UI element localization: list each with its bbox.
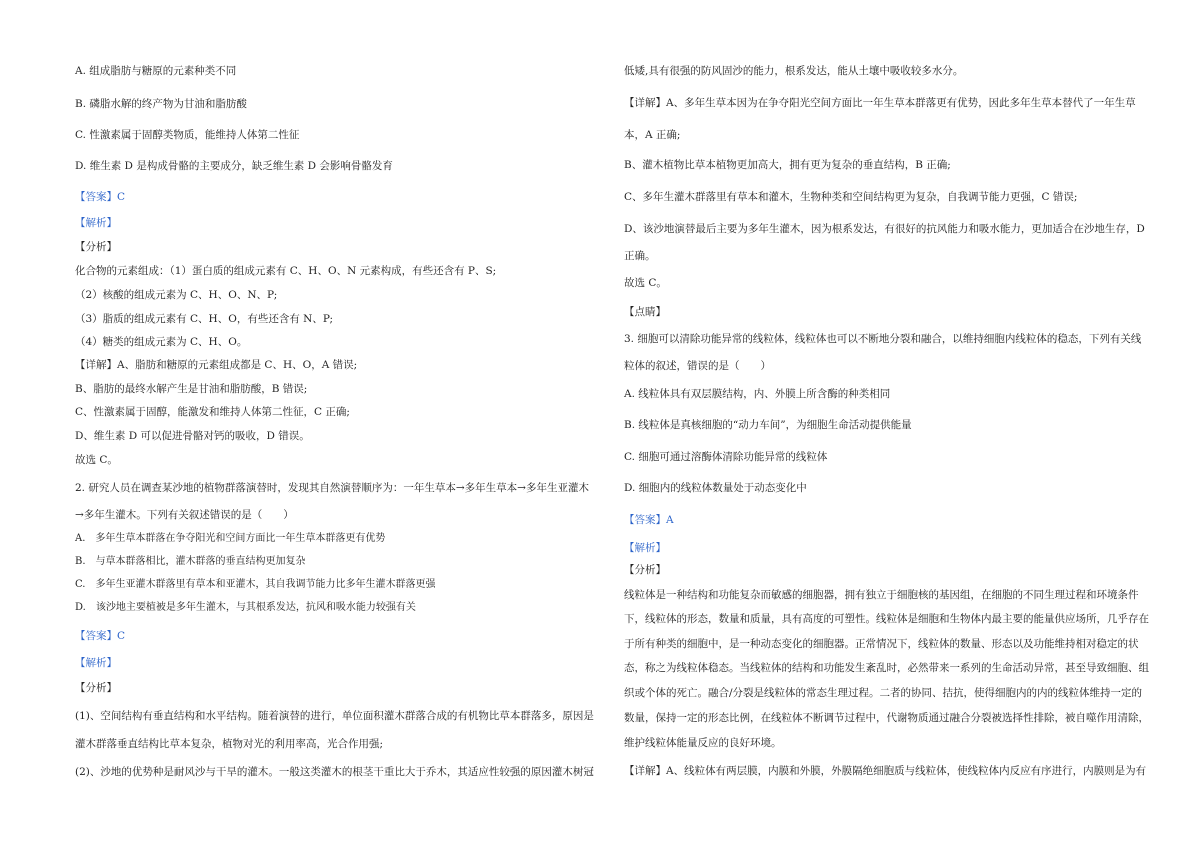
analysis-heading: 【分析】	[75, 241, 117, 253]
conclusion-line: 故选 C。	[624, 277, 667, 289]
text-line: 线粒体是一种结构和功能复杂而敏感的细胞器，拥有独立于细胞核的基因组，在细胞的不同生理过程和环境条件	[624, 589, 1139, 601]
text-line: (2)、沙地的优势种是耐风沙与干旱的灌木。一般这类灌木的根茎干重比大于乔木，其适应性较强的原因灌木树冠	[75, 766, 594, 778]
option-b: B. 线粒体是真核细胞的“动力车间”，为细胞生命活动提供能量	[624, 419, 912, 431]
detail-line: C、多年生灌木群落里有草本和灌木，生物种类和空间结构更为复杂，自我调节能力更强，C 错误;	[624, 191, 1078, 203]
text-line: 灌木群落垂直结构比草本复杂，植物对光的利用率高，光合作用强;	[75, 738, 384, 750]
option-a: A. 线粒体具有双层膜结构，内、外膜上所含酶的种类相同	[624, 388, 891, 400]
text-line: 化合物的元素组成：（1）蛋白质的组成元素有 C、H、O、N 元素构成，有些还含有 P、S;	[75, 265, 497, 277]
text-line: 维护线粒体能量反应的良好环境。	[624, 737, 782, 749]
option-a: A. 多年生草本群落在争夺阳光和空间方面比一年生草本群落更有优势	[75, 533, 386, 544]
option-a: A. 组成脂肪与糖原的元素种类不同	[75, 65, 237, 77]
answer-label: 【答案】C	[75, 630, 126, 642]
detail-line: C、性激素属于固醇，能激发和维持人体第二性征，C 正确;	[75, 406, 350, 418]
question-3-stem: 粒体的叙述，错误的是（ ）	[624, 360, 771, 372]
conclusion-line: 故选 C。	[75, 454, 118, 466]
option-b: B. 磷脂水解的终产物为甘油和脂肪酸	[75, 98, 247, 110]
question-2-stem: 2. 研究人员在调查某沙地的植物群落演替时，发现其自然演替顺序为：一年生草本→多年生草本→多年生亚灌木	[75, 482, 589, 494]
text-line: （2）核酸的组成元素为 C、H、O、N、P;	[75, 289, 278, 301]
analysis-heading: 【分析】	[624, 564, 666, 576]
text-line: 织或个体的死亡。融合/分裂是线粒体的常态生理过程。二者的协同、拮抗，使得细胞内的内的线粒体维持一定的	[624, 687, 1143, 699]
detail-line: 【详解】A、线粒体有两层膜，内膜和外膜，外膜隔绝细胞质与线粒体，使线粒体内反应有序进行，内膜则是为有	[624, 765, 1147, 777]
option-d: D. 维生素 D 是构成骨骼的主要成分，缺乏维生素 D 会影响骨骼发育	[75, 160, 393, 172]
detail-line: 【详解】A、脂肪和糖原的元素组成都是 C、H、O，A 错误;	[75, 359, 358, 371]
text-line: （3）脂质的组成元素有 C、H、O，有些还含有 N、P;	[75, 313, 334, 325]
detail-line: D、维生素 D 可以促进骨骼对钙的吸收，D 错误。	[75, 430, 310, 442]
analysis-label: 【解析】	[75, 657, 117, 669]
detail-line: B、脂肪的最终水解产生是甘油和脂肪酸，B 错误;	[75, 383, 308, 395]
analysis-heading: 【分析】	[75, 682, 117, 694]
analysis-label: 【解析】	[75, 217, 117, 229]
detail-line: B、灌木植物比草本植物更加高大，拥有更为复杂的垂直结构，B 正确;	[624, 159, 951, 171]
option-c: C. 细胞可通过溶酶体清除功能异常的线粒体	[624, 451, 828, 463]
text-line: 于所有种类的细胞中，是一种动态变化的细胞器。正常情况下，线粒体的数量、形态以及功能维持相对稳定的状	[624, 638, 1139, 650]
answer-label: 【答案】C	[75, 191, 126, 203]
text-line: 低矮,具有很强的防风固沙的能力，根系发达，能从土壤中吸收较多水分。	[624, 65, 964, 77]
question-2-stem: →多年生灌木。下列有关叙述错误的是（ ）	[75, 509, 294, 521]
analysis-label: 【解析】	[624, 542, 666, 554]
option-b: B. 与草本群落相比，灌木群落的垂直结构更加复杂	[75, 556, 306, 567]
detail-line: 【详解】A、多年生草本因为在争夺阳光空间方面比一年生草本群落更有优势，因此多年生草本替代了一年生草	[624, 97, 1136, 109]
option-c: C. 性激素属于固醇类物质，能维持人体第二性征	[75, 129, 300, 141]
answer-label: 【答案】A	[624, 514, 674, 526]
text-line: (1)、空间结构有垂直结构和水平结构。随着演替的进行，单位面积灌木群落合成的有机物比草本群落多，原因是	[75, 710, 594, 722]
text-line: （4）糖类的组成元素为 C、H、O。	[75, 336, 248, 348]
tip-heading: 【点睛】	[624, 306, 666, 318]
detail-line: 正确。	[624, 250, 656, 262]
text-line: 态，称之为线粒体稳态。当线粒体的结构和功能发生紊乱时，必然带来一系列的生命活动异常，甚至导致细胞、组	[624, 662, 1149, 674]
text-line: 下，线粒体的形态，数量和质量，具有高度的可塑性。线粒体是细胞和生物体内最主要的能量供应场所，几乎存在	[624, 613, 1149, 625]
option-d: D. 该沙地主要植被是多年生灌木，与其根系发达，抗风和吸水能力较强有关	[75, 602, 416, 613]
detail-line: D、该沙地演替最后主要为多年生灌木，因为根系发达，有很好的抗风能力和吸水能力，更加适合在沙地生存，D	[624, 223, 1145, 235]
text-line: 数量，保持一定的形态比例，在线粒体不断调节过程中，代谢物质通过融合分裂被选择性排除，被自噬作用清除，	[624, 712, 1149, 724]
question-3-stem: 3. 细胞可以清除功能异常的线粒体，线粒体也可以不断地分裂和融合，以维持细胞内线粒体的稳态，下列有关线	[624, 333, 1142, 345]
detail-line: 本，A 正确;	[624, 129, 681, 141]
option-c: C. 多年生亚灌木群落里有草本和亚灌木，其自我调节能力比多年生灌木群落更强	[75, 579, 436, 590]
option-d: D. 细胞内的线粒体数量处于动态变化中	[624, 482, 807, 494]
